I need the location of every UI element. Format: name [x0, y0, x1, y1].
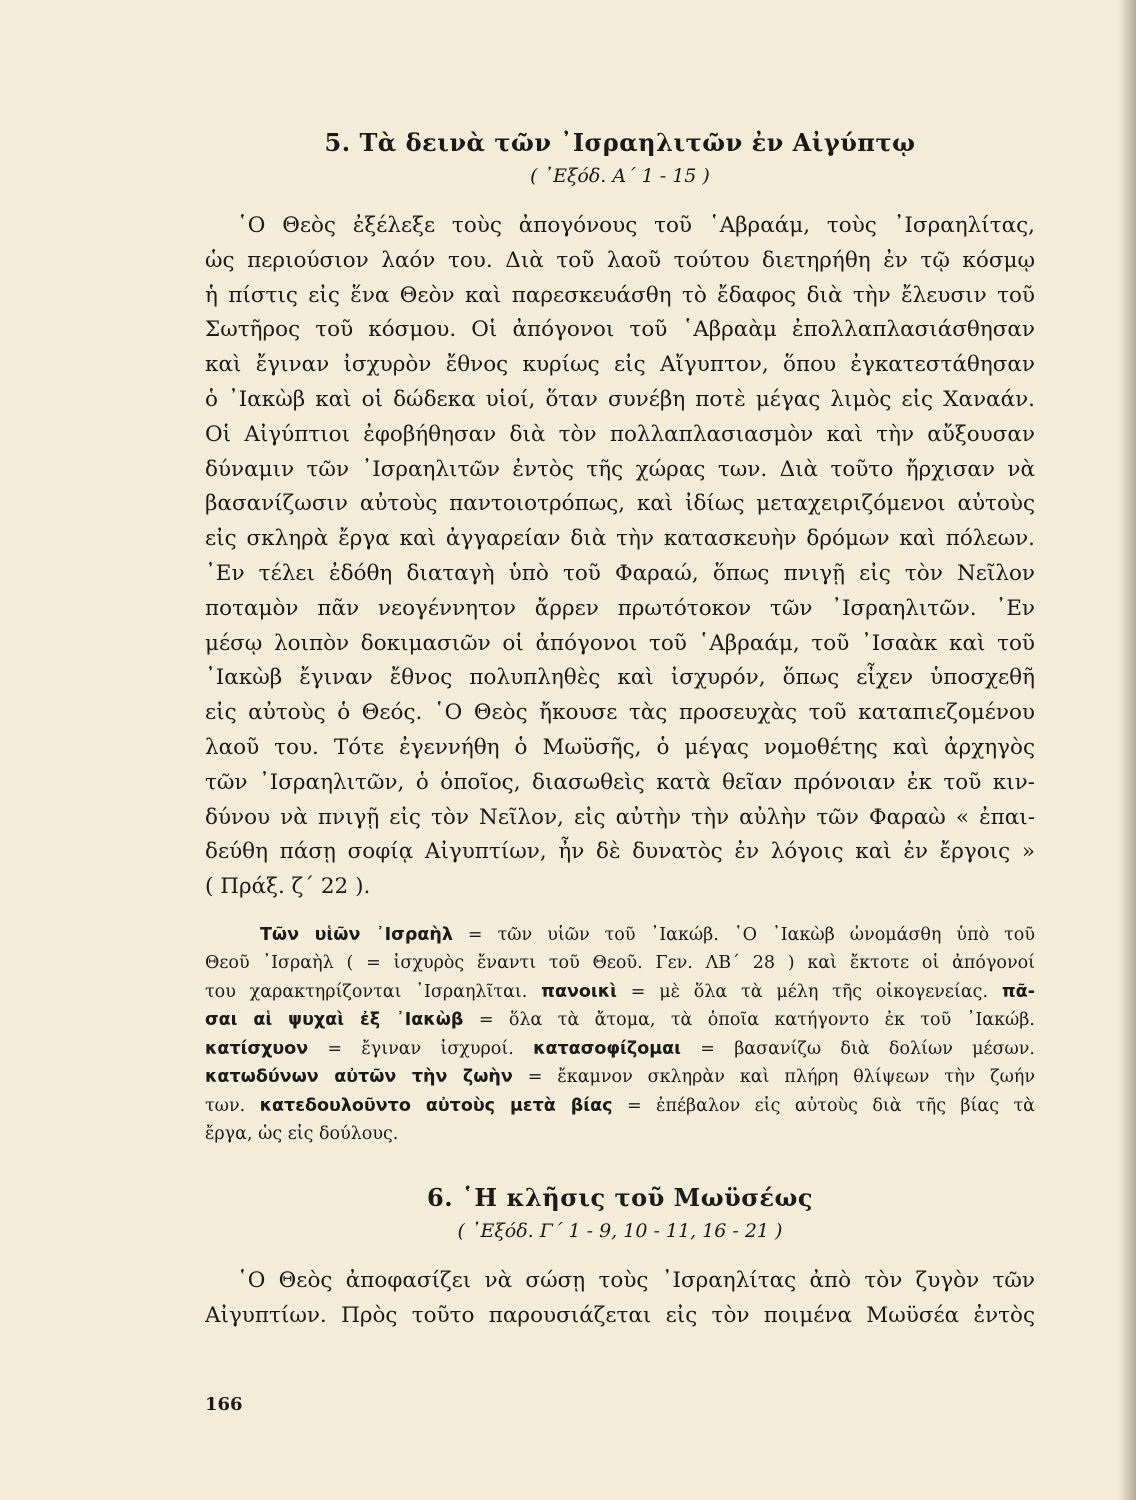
text-line: Σωτῆρος τοῦ κόσμου. Οἱ ἀπόγονοι τοῦ ῾Αβραὰμ ἐπολλαπλασιάσθησαν — [205, 317, 1035, 343]
text-line: δύναμιν τῶν ᾿Ισραηλιτῶν ἐντὸς τῆς χώρας των. Διὰ τοῦτο ἤρχισαν νὰ — [205, 456, 1035, 482]
gloss-line — [205, 1092, 1035, 1121]
gloss-definition: = μὲ ὅλα τὰ μέλη τῆς οἰκογενείας. — [630, 981, 989, 1002]
page-number: 166 — [205, 1394, 243, 1415]
gloss-term: κατεδουλοῦντο αὐτοὺς μετὰ βίας — [259, 1095, 613, 1116]
text-line: δύνου νὰ πνιγῇ εἰς τὸν Νεῖλον, εἰς αὐτὴν τὴν αὐλὴν τῶν Φαραὼ « ἐπαι- — [205, 804, 1035, 830]
text-line: καὶ ἔγιναν ἰσχυρὸν ἔθνος κυρίως εἰς Αἴγυπτον, ὅπου ἐγκατεστάθησαν — [205, 352, 1035, 378]
section-5-body — [205, 209, 1035, 905]
page-content — [205, 128, 1035, 1334]
gloss-line — [205, 1006, 1035, 1035]
gloss-term: Τῶν υἱῶν ᾿Ισραὴλ — [260, 924, 453, 945]
gloss-line: Θεοῦ ᾿Ισραὴλ ( = ἰσχυρὸς ἔναντι τοῦ Θεοῦ. Γεν. ΛΒ΄ 28 ) καὶ ἔκτοτε οἱ ἀπόγονοί — [205, 953, 1035, 974]
text-line: δεύθη πάσῃ σοφίᾳ Αἰγυπτίων, ἦν δὲ δυνατὸς ἐν λόγοις καὶ ἐν ἔργοις » — [205, 839, 1035, 865]
gloss-line: ἔργα, ὡς εἰς δούλους. — [205, 1124, 399, 1145]
section-6-heading: 6. ῾Η κλῆσις τοῦ Μωϋσέως — [427, 1182, 813, 1212]
gloss-definition: = ἔγιναν ἰσχυροί. — [327, 1038, 514, 1059]
text-line: μέσῳ λοιπὸν δοκιμασιῶν οἱ ἀπόγονοι τοῦ ῾Αβραάμ, τοῦ ᾿Ισαὰκ καὶ τοῦ — [205, 630, 1035, 656]
gloss-line — [205, 1035, 1035, 1064]
gloss-term: σαι αἱ ψυχαὶ ἐξ ᾿Ιακὼβ — [205, 1010, 464, 1031]
gloss-term: πανοικὶ — [541, 981, 617, 1002]
text-line: ἡ πίστις εἰς ἕνα Θεὸν καὶ παρεσκευάσθη τὸ ἔδαφος διὰ τὴν ἔλευσιν τοῦ — [205, 282, 1035, 308]
section-6-reference: ( ᾿Εξόδ. Γ΄ 1 - 9, 10 - 11, 16 - 21 ) — [457, 1219, 783, 1242]
gloss-definition: = ἐπέβαλον εἰς αὐτοὺς διὰ τῆς βίας τὰ — [626, 1095, 1035, 1116]
text-line: Αἰγυπτίων. Πρὸς τοῦτο παρουσιάζεται εἰς τὸν ποιμένα Μωϋσέα ἐντὸς — [205, 1302, 1035, 1328]
text-line: ( Πράξ. ζ΄ 22 ). — [205, 874, 371, 900]
gloss-term: κατασοφίζομαι — [533, 1038, 681, 1059]
gloss-definition: = τῶν υἱῶν τοῦ ᾿Ιακώβ. ῾Ο ᾿Ιακὼβ ὠνομάσθη ὑπὸ τοῦ — [467, 924, 1035, 945]
section-5-heading: 5. Τὰ δεινὰ τῶν ᾿Ισραηλιτῶν ἐν Αἰγύπτῳ — [324, 128, 916, 157]
gloss-definition: = ὅλα τὰ ἄτομα, τὰ ὁποῖα κατήγοντο ἐκ τοῦ ᾿Ιακώβ. — [478, 1010, 1035, 1031]
gloss-definition: = βασανίζω διὰ δολίων μέσων. — [700, 1038, 1035, 1059]
glossary — [205, 921, 1035, 1149]
gloss-definition: του χαρακτηρίζονται ᾿Ισραηλῖται. — [205, 981, 528, 1002]
text-line: βασανίζωσιν αὐτοὺς παντοιοτρόπως, καὶ ἰδίως μεταχειριζόμενοι αὐτοὺς — [205, 491, 1035, 517]
gloss-line — [205, 921, 1035, 950]
text-line: ῾Ο Θεὸς ἀποφασίζει νὰ σώσῃ τοὺς ᾿Ισραηλίτας ἀπὸ τὸν ζυγὸν τῶν — [237, 1267, 1035, 1293]
gloss-definition: = ἔκαμνον σκληρὰν καὶ πλήρη θλίψεων τὴν ζωήν — [527, 1067, 1035, 1088]
section-6-body — [205, 1264, 1035, 1334]
text-line: ῾Ο Θεὸς ἐξέλεξε τοὺς ἀπογόνους τοῦ ῾Αβραάμ, τοὺς ᾿Ισραηλίτας, — [237, 213, 1035, 238]
text-line: εἰς αὐτοὺς ὁ Θεός. ῾Ο Θεὸς ἤκουσε τὰς προσευχὰς τοῦ καταπιεζομένου — [205, 700, 1035, 726]
text-line: ὁ ᾿Ιακὼβ καὶ οἱ δώδεκα υἱοί, ὅταν συνέβη ποτὲ μέγας λιμὸς εἰς Χαναάν. — [205, 386, 1035, 412]
section-6 — [205, 1183, 1035, 1334]
page-edge-shadow — [1118, 0, 1136, 1500]
gloss-line — [205, 978, 1035, 1007]
text-line: εἰς σκληρὰ ἔργα καὶ ἀγγαρείαν διὰ τὴν κατασκευὴν δρόμων καὶ πόλεων. — [205, 526, 1035, 552]
text-line: ᾿Εν τέλει ἐδόθη διαταγὴ ὑπὸ τοῦ Φαραώ, ὅπως πνιγῇ εἰς τὸν Νεῖλον — [205, 560, 1035, 586]
text-line: ᾿Ιακὼβ ἔγιναν ἔθνος πολυπληθὲς καὶ ἰσχυρόν, ὅπως εἶχεν ὑποσχεθῆ — [205, 665, 1035, 691]
section-5-reference: ( ᾿Εξόδ. Α΄ 1 - 15 ) — [530, 165, 710, 187]
text-line: ὡς περιούσιον λαόν του. Διὰ τοῦ λαοῦ τούτου διετηρήθη ἐν τῷ κόσμῳ — [205, 247, 1035, 273]
gloss-line — [205, 1063, 1035, 1092]
gloss-term: κατωδύνων αὐτῶν τὴν ζωὴν — [205, 1067, 513, 1088]
text-line: ποταμὸν πᾶν νεογέννητον ἄρρεν πρωτότοκον τῶν ᾿Ισραηλιτῶν. ᾿Εν — [205, 595, 1035, 621]
text-line: τῶν ᾿Ισραηλιτῶν, ὁ ὁποῖος, διασωθεὶς κατὰ θεῖαν πρόνοιαν ἐκ τοῦ κιν- — [205, 769, 1035, 795]
gloss-term: πᾶ- — [1001, 981, 1035, 1002]
gloss-definition: των. — [205, 1095, 246, 1116]
text-line: λαοῦ του. Τότε ἐγεννήθη ὁ Μωϋσῆς, ὁ μέγας νομοθέτης καὶ ἀρχηγὸς — [205, 734, 1035, 760]
gloss-term: κατίσχυον — [205, 1038, 309, 1059]
text-line: Οἱ Αἰγύπτιοι ἐφοβήθησαν διὰ τὸν πολλαπλασιασμὸν καὶ τὴν αὔξουσαν — [205, 421, 1035, 447]
